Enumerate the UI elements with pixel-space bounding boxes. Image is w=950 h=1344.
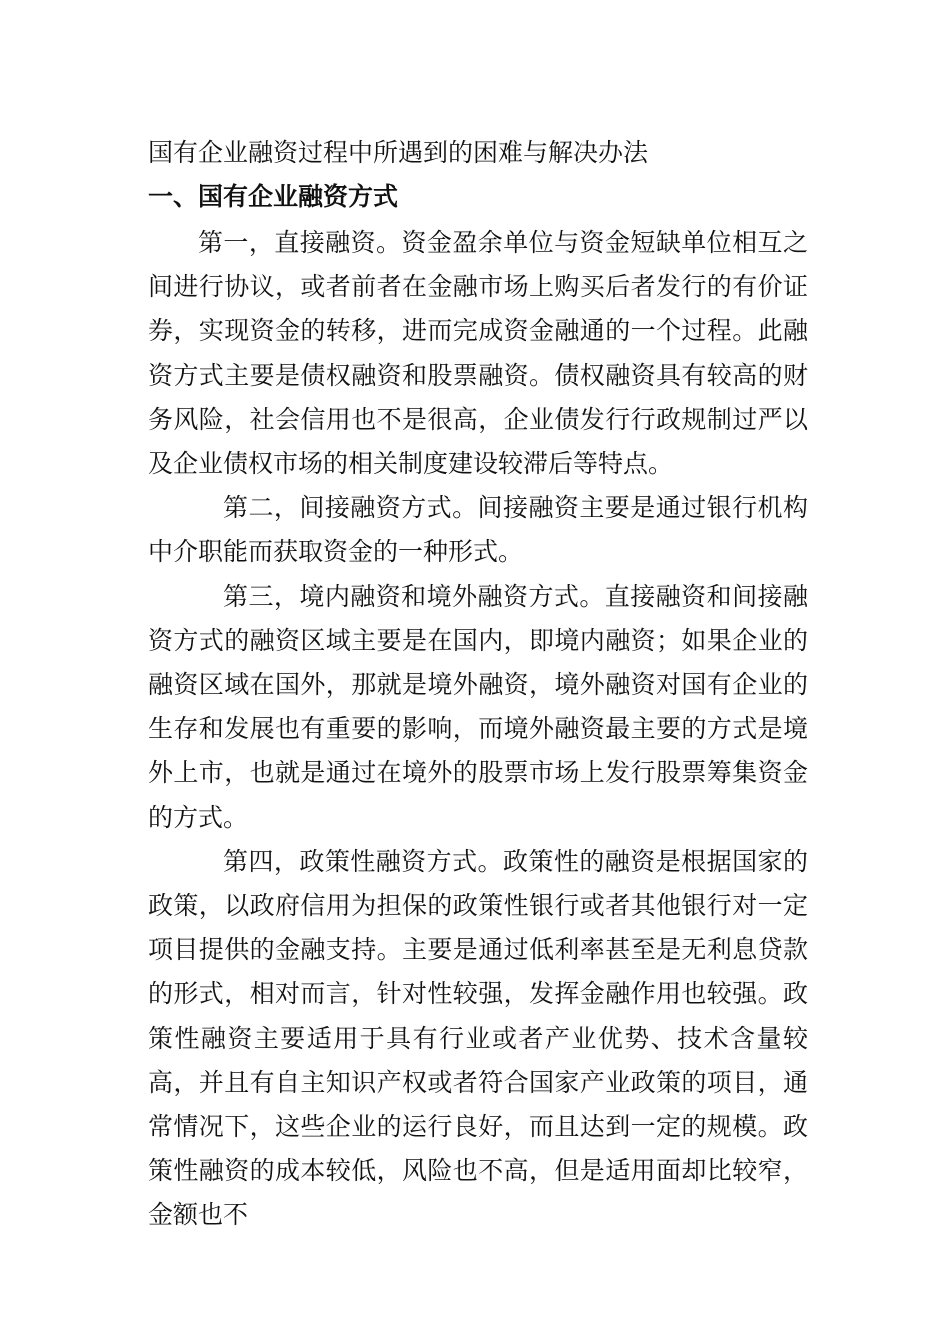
paragraph-indirect-financing: 第二，间接融资方式。间接融资主要是通过银行机构中介职能而获取资金的一种形式。: [148, 493, 808, 567]
paragraph-domestic-overseas-financing: 第三，境内融资和境外融资方式。直接融资和间接融资方式的融资区域主要是在国内，即境内融资；如果企业的融资区域在国外，那就是境外融资，境外融资对国有企业的生存和发展也有重要的影响，而境外融资最主要的方式是境外上市，也就是通过在境外的股票市场上发行股票筹集资金的方式。: [148, 581, 808, 832]
paragraph-policy-financing: 第四，政策性融资方式。政策性的融资是根据国家的政策，以政府信用为担保的政策性银行或者其他银行对一定项目提供的金融支持。主要是通过低利率甚至是无利息贷款的形式，相对而言，针对性较强，发挥金融作用也较强。政策性融资主要适用于具有行业或者产业优势、技术含量较高，并且有自主知识产权或者符合国家产业政策的项目，通常情况下，这些企业的运行良好，而且达到一定的规模。政策性融资的成本较低，风险也不高，但是适用面却比较窄，金额也不: [148, 846, 808, 1230]
section-heading: 一、国有企业融资方式: [148, 182, 399, 211]
document-title: 国有企业融资过程中所遇到的困难与解决办法: [148, 138, 649, 167]
paragraph-direct-financing: 第一，直接融资。资金盈余单位与资金短缺单位相互之间进行协议，或者前者在金融市场上购买后者发行的有价证券，实现资金的转移，进而完成资金融通的一个过程。此融资方式主要是债权融资和股票融资。债权融资具有较高的财务风险，社会信用也不是很高，企业债发行行政规制过严以及企业债权市场的相关制度建设较滞后等特点。: [148, 228, 808, 479]
document-page: [148, 133, 808, 1238]
